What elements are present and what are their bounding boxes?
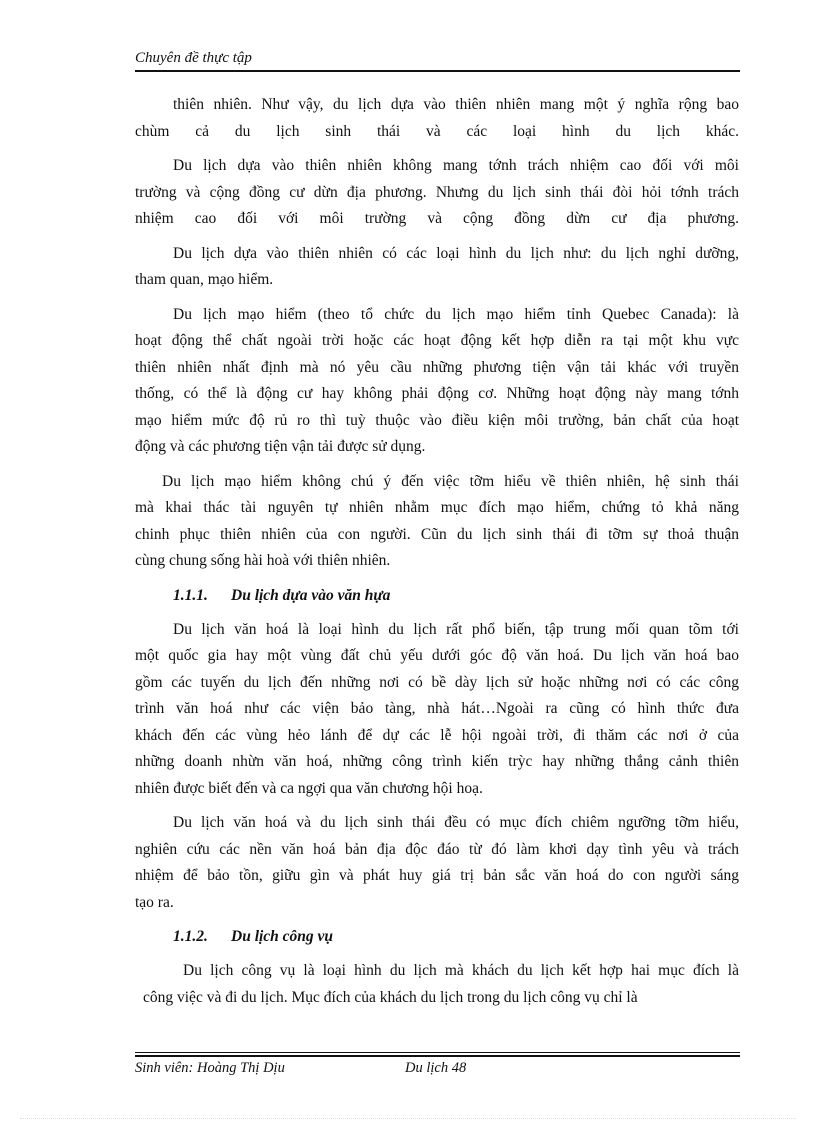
footer-rule: [135, 1055, 740, 1057]
page-edge: [20, 1118, 796, 1119]
text-line: Du lịch công vụ là loại hình du lịch mà khách du lịch kết hợp hai mục đích là: [183, 962, 739, 979]
text-line: Du lịch mạo hiểm (theo tổ chức du lịch mạo hiểm tỉnh Quebec Canada): là: [173, 305, 739, 323]
text-line: những doanh nhừn văn hoá, những công trình kiến trỳc hay những thắng cảnh thiên: [135, 753, 739, 770]
section-heading: [135, 583, 739, 609]
text-line: động và các phương tiện vận tải được sử dụng.: [135, 438, 426, 455]
text-line: Du lịch mạo hiểm không chú ý đến việc tỡm hiểu về thiên nhiên, hệ sinh thái: [162, 472, 739, 490]
text-line: khách đến các vùng hẻo lánh để dự các lễ hội ngoài trời, đi thăm các nơi ở của: [135, 726, 739, 744]
paragraph: [135, 617, 739, 803]
text-line: gồm các tuyến du lịch đến những nơi có bề dày lịch sử hoặc những nơi có các công: [135, 673, 739, 691]
text-line: Du lịch văn hoá là loại hình du lịch rất phổ biến, tập trung mối quan tõm tới: [173, 620, 739, 638]
section-title: Du lịch dựa vào văn hựa: [231, 586, 391, 604]
text-line: trình văn hoá như các viện bảo tàng, nhà hát…Ngoài ra cũng có hình thức đưa: [135, 700, 739, 717]
text-line: chinh phục thiên nhiên của con người. Cũn du lịch sinh thái đi tỡm sự thoả thuận: [135, 525, 739, 543]
footer-rule: [135, 1052, 740, 1053]
text-line: cùng chung sống hài hoà với thiên nhiên.: [135, 552, 391, 569]
header-title: Chuyên đề thực tập: [135, 50, 252, 66]
text-line: chùm cả du lịch sinh thái và các loại hình du lịch khác.: [135, 122, 739, 140]
text-line: nhiên được biết đến và ca ngợi qua văn chương hội hoạ.: [135, 779, 483, 797]
paragraph: [135, 92, 739, 145]
page-footer: [135, 1058, 466, 1078]
section-title: Du lịch công vụ: [231, 928, 334, 945]
paragraph: [135, 302, 739, 461]
text-line: một quốc gia hay một vùng đất chủ yếu dưới góc độ văn hoá. Du lịch văn hoá bao: [135, 647, 739, 664]
paragraph: [135, 153, 739, 233]
section-heading: [135, 924, 739, 950]
section-number: 1.1.2.: [173, 928, 208, 945]
paragraph: [135, 958, 739, 1011]
text-line: trường và cộng đồng cư dừn địa phương. Nhưng du lịch sinh thái đòi hỏi tớnh trách: [135, 183, 739, 201]
text-line: nghiên cứu các nền văn hoá bản địa độc đáo từ đó làm khơi dạy tình yêu và trách: [135, 840, 739, 858]
text-line: Du lịch dựa vào thiên nhiên có các loại hình du lịch như: du lịch nghỉ dưỡng,: [173, 244, 739, 262]
text-line: nhiệm cao đối với môi trường và cộng đồng dừn cư địa phương.: [135, 210, 739, 227]
text-line: thiên nhiên. Như vậy, du lịch dựa vào thiên nhiên mang một ý nghĩa rộng bao: [173, 96, 739, 113]
footer-student: Sinh viên: Hoàng Thị Dịu: [135, 1060, 285, 1076]
page-header: [135, 48, 740, 68]
paragraph: [135, 469, 739, 575]
text-line: hoạt động thể chất ngoài trời hoặc các hoạt động kết hợp diễn ra tại một khu vực: [135, 332, 739, 349]
text-line: mà khai thác tài nguyên tự nhiên nhằm mục đích mạo hiểm, chứng tỏ khả năng: [135, 499, 739, 516]
text-line: nhiệm để bảo tồn, giữu gìn và phát huy giá trị bản sắc văn hoá do con người sáng: [135, 867, 739, 884]
text-line: tham quan, mạo hiểm.: [135, 271, 274, 288]
text-line: công việc và đi du lịch. Mục đích của khách du lịch trong du lịch công vụ chỉ là: [143, 988, 638, 1006]
paragraph: [135, 810, 739, 916]
section-number: 1.1.1.: [173, 586, 208, 604]
header-rule: [135, 70, 740, 72]
document-body: [135, 92, 739, 1011]
text-line: Du lịch dựa vào thiên nhiên không mang tớnh trách nhiệm cao đối với môi: [173, 157, 739, 174]
text-line: Du lịch văn hoá và du lịch sinh thái đều có mục đích chiêm ngưỡng tỡm hiểu,: [173, 814, 739, 831]
text-line: thống, có thể là động cư hay không phải động cơ. Những hoạt động này mang tớnh: [135, 385, 739, 402]
text-line: thiên nhiên nhất định mà nó yêu cầu những phương tiện vận tải khác với truyền: [135, 358, 739, 376]
text-line: mạo hiểm mức độ rủ ro thì tuỳ thuộc vào điều kiện môi trường, bản chất của hoạt: [135, 411, 739, 429]
text-line: tạo ra.: [135, 893, 174, 911]
paragraph: [135, 241, 739, 294]
footer-class: Du lịch 48: [405, 1060, 467, 1076]
